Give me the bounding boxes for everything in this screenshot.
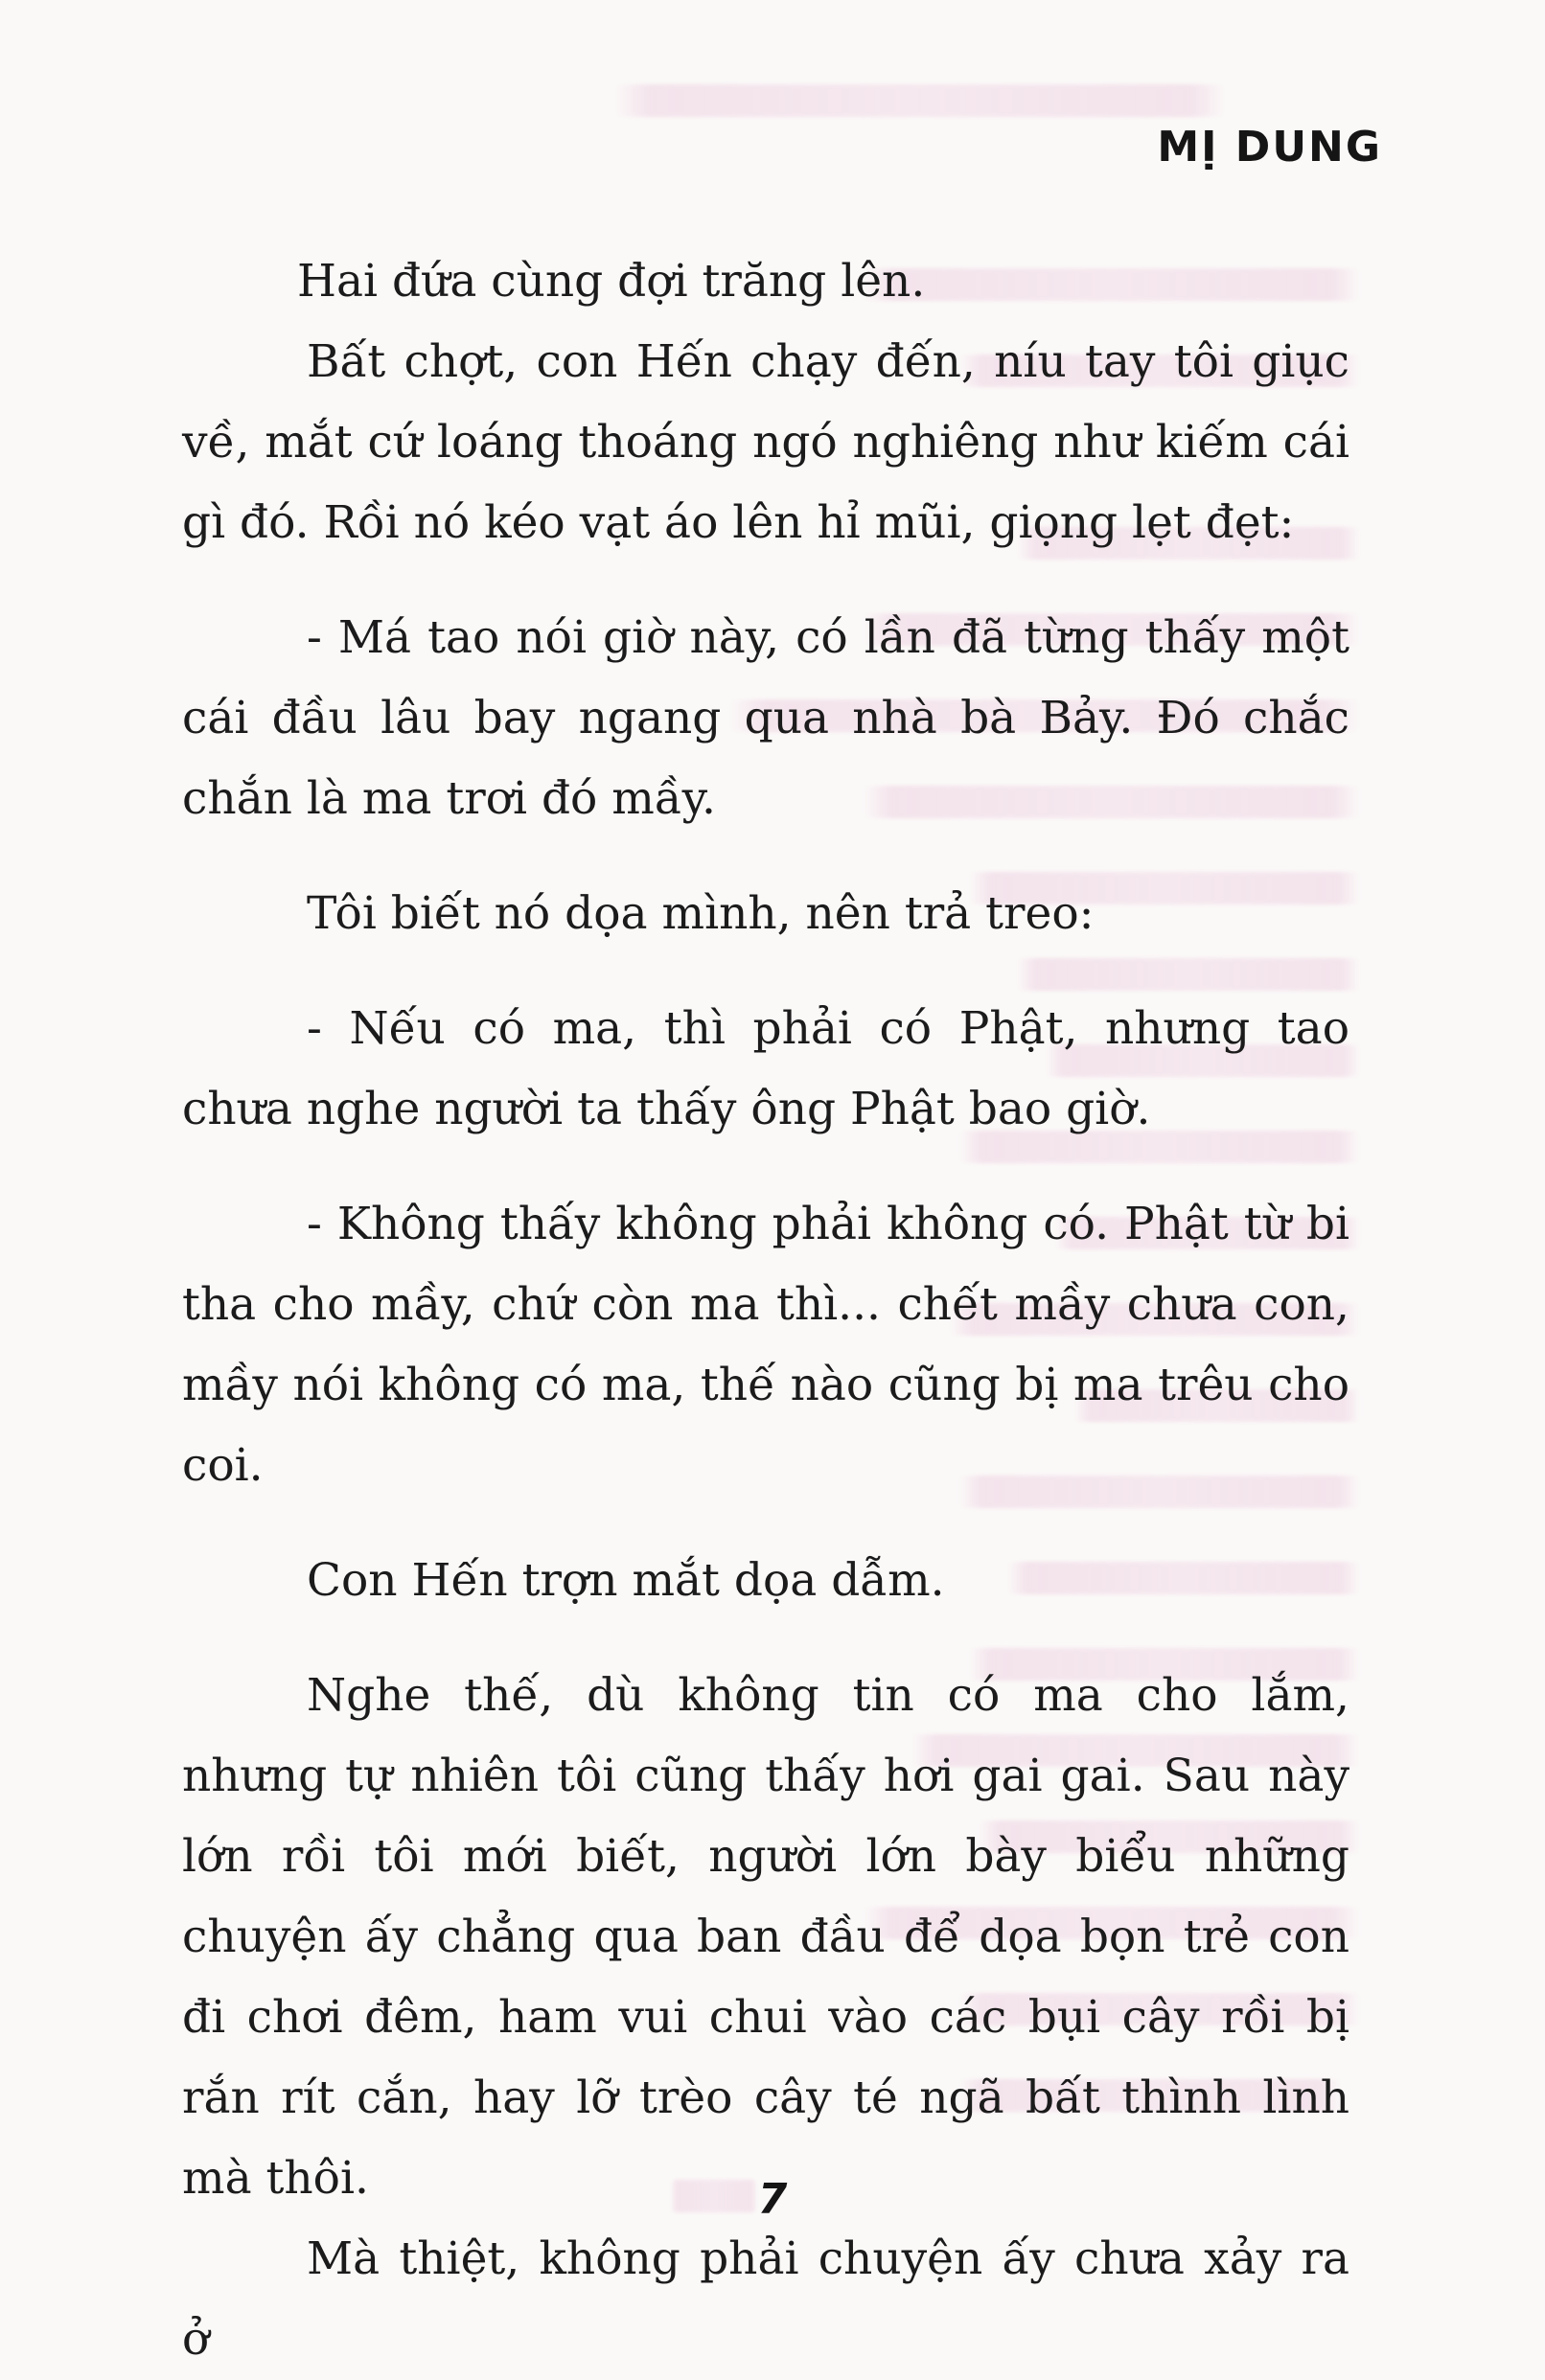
paragraph: - Nếu có ma, thì phải có Phật, nhưng tao chưa nghe người ta thấy ông Phật bao giờ. xyxy=(182,1002,1349,1135)
page-number: 7 xyxy=(757,2175,788,2224)
running-header: MỊ DUNG xyxy=(1157,123,1382,172)
paragraph: Tôi biết nó dọa mình, nên trả treo: xyxy=(307,887,1095,940)
paragraph: Mà thiệt, không phải chuyện ấy chưa xảy ra ở xyxy=(182,2232,1349,2366)
paragraph: Bất chợt, con Hến chạy đến, níu tay tôi giục về, mắt cứ loáng thoáng ngó nghiêng như kiếm cái gì đó. Rồi nó kéo vạt áo lên hỉ mũi, giọng lẹt đẹt: xyxy=(182,335,1349,549)
paragraph: - Má tao nói giờ này, có lần đã từng thấy một cái đầu lâu bay ngang qua nhà bà Bảy. Đó chắc chắn là ma trơi đó mầy. xyxy=(182,611,1349,825)
paragraph: - Không thấy không phải không có. Phật từ bi tha cho mầy, chứ còn ma thì... chết mầy chưa con, mầy nói không có ma, thế nào cũng bị ma trêu cho coi. xyxy=(182,1198,1349,1492)
paragraph: Nghe thế, dù không tin có ma cho lắm, nhưng tự nhiên tôi cũng thấy hơi gai gai. Sau này lớn rồi tôi mới biết, người lớn bày biểu những chuyện ấy chẳng qua ban đầu để dọa bọn trẻ con đi chơi đêm, ham vui chui vào các bụi cây rồi bị rắn rít cắn, hay lỡ trèo cây té ngã bất thình lình mà thôi. xyxy=(182,1669,1349,2205)
page-body xyxy=(182,241,1349,2380)
paragraph: Con Hến trợn mắt dọa dẫm. xyxy=(307,1554,945,1607)
paragraph: Hai đứa cùng đợi trăng lên. xyxy=(297,255,926,308)
